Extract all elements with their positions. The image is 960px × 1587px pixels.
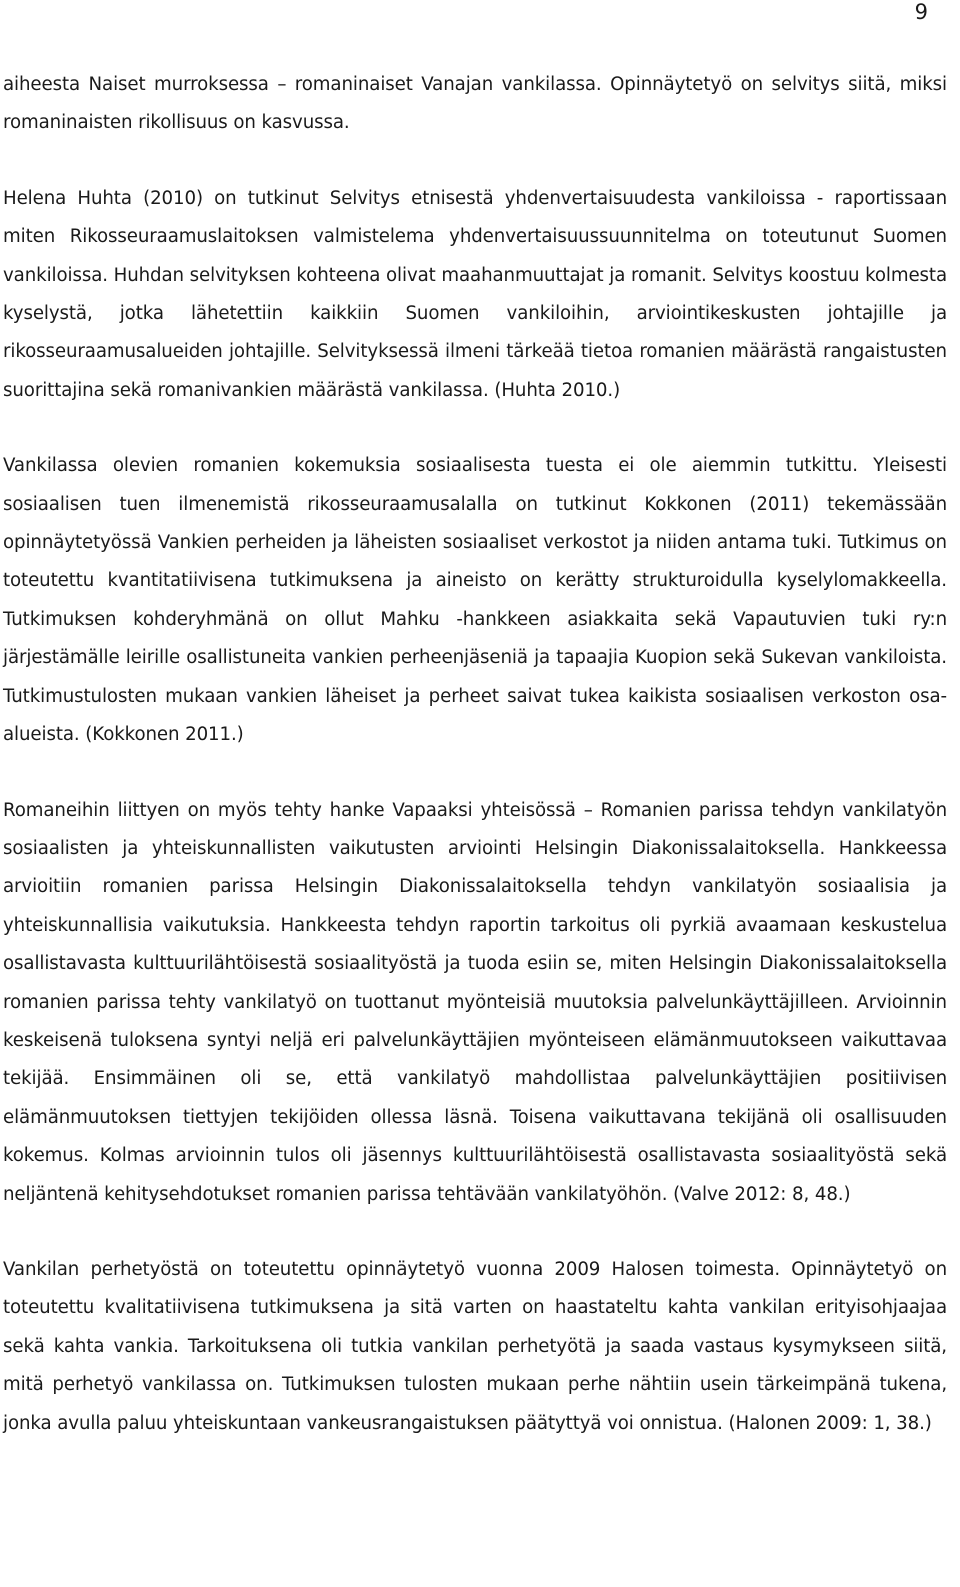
page-number: 9 [914,0,928,24]
paragraph-halonen-2009: Vankilan perhetyöstä on toteutettu opinnäytetyö vuonna 2009 Halosen toimesta. Opinnäytetyö on toteutettu kvalitatiivisena tutkimuksena ja sitä varten on haastateltu kahta vankilan erityisohjaajaa sekä kahta vankia. Tarkoituksena oli tutkia vankilan perhetyötä ja saada vastaus kysymykseen siitä, mitä perhetyö vankilassa on. Tutkimuksen tulosten mukaan perhe nähtiin usein tärkeimpänä tukena, jonka avulla paluu yhteiskuntaan vankeusrangaistuksen päätyttyä voi onnistua. (Halonen 2009: 1, 38.) [3,1258,947,1434]
document-body [3,66,947,1480]
paragraph-intro-continuation: aiheesta Naiset murroksessa – romaninaiset Vanajan vankilassa. Opinnäytetyö on selvitys siitä, miksi romaninaisten rikollisuus on kasvussa. [3,74,947,134]
paragraph-valve-2012: Romaneihin liittyen on myös tehty hanke Vapaaksi yhteisössä – Romanien parissa tehdyn vankilatyön sosiaalisten ja yhteiskunnallisten vaikutusten arviointi Helsingin Diakonissalaitoksella. Hankkeessa arvioitiin romanien parissa Helsingin Diakonissalaitoksella tehdyn vankilatyön sosiaalisia ja yhteiskunnallisia vaikutuksia. Hankkeesta tehdyn raportin tarkoitus oli pyrkiä avaamaan keskustelua osallistavasta kulttuurilähtöisestä sosiaalityöstä ja tuoda esiin se, miten Helsingin Diakonissalaitoksella romanien parissa tehty vankilatyö on tuottanut myönteisiä muutoksia palvelunkäyttäjilleen. Arvioinnin keskeisenä tuloksena syntyi neljä eri palvelunkäyttäjien myönteiseen elämänmuutokseen vaikuttavaa tekijää. Ensimmäinen oli se, että vankilatyö mahdollistaa palvelunkäyttäjien positiivisen elämänmuutoksen tiettyjen tekijöiden ollessa läsnä. Toisena vaikuttavana tekijänä oli osallisuuden kokemus. Kolmas arvioinnin tulos oli jäsennys kulttuurilähtöisestä osallistavasta sosiaalityöstä sekä neljäntenä kehitysehdotukset romanien parissa tehtävään vankilatyöhön. (Valve 2012: 8, 48.) [3,799,947,1205]
paragraph-kokkonen-2011: Vankilassa olevien romanien kokemuksia sosiaalisesta tuesta ei ole aiemmin tutkittu. Yleisesti sosiaalisen tuen ilmenemistä rikosseuraamusalalla on tutkinut Kokkonen (2011) tekemässään opinnäytetyössä Vankien perheiden ja läheisten sosiaaliset verkostot ja niiden antama tuki. Tutkimus on toteutettu kvantitatiivisena tutkimuksena ja aineisto on kerätty strukturoidulla kyselylomakkeella. Tutkimuksen kohderyhmänä on ollut Mahku -hankkeen asiakkaita sekä Vapautuvien tuki ry:n järjestämälle leirille osallistuneita vankien perheenjäseniä ja tapaajia Kuopion sekä Sukevan vankiloista. Tutkimustulosten mukaan vankien läheiset ja perheet saivat tukea kaikista sosiaalisen verkoston osa-alueista. (Kokkonen 2011.) [3,455,947,746]
paragraph-huhta-2010: Helena Huhta (2010) on tutkinut Selvitys etnisestä yhdenvertaisuudesta vankiloissa - raportissaan miten Rikosseuraamuslaitoksen valmistelema yhdenvertaisuussuunnitelma on toteutunut Suomen vankiloissa. Huhdan selvityksen kohteena olivat maahanmuuttajat ja romanit. Selvitys koostuu kolmesta kyselystä, jotka lähetettiin kaikkiin Suomen vankiloihin, arviointikeskusten johtajille ja rikosseuraamusalueiden johtajille. Selvityksessä ilmeni tärkeää tietoa romanien määrästä rangaistusten suorittajina sekä romanivankien määrästä vankilassa. (Huhta 2010.) [3,187,947,401]
